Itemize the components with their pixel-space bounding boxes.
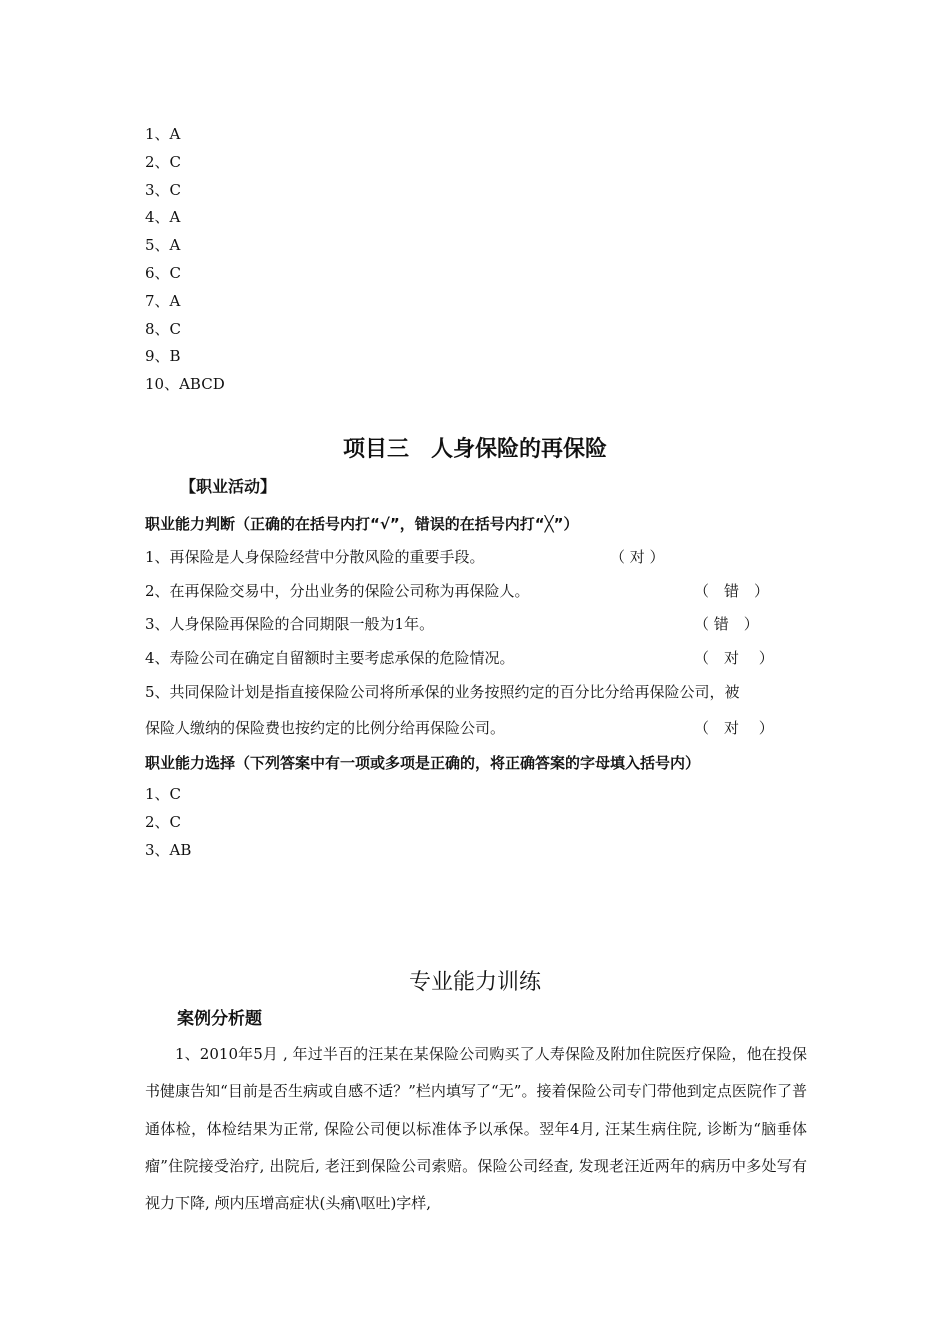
judgment-heading: 职业能力判断（正确的在括号内打“√”，错误的在括号内打“╳”） [145, 515, 579, 533]
prev-answer-4: 4、A [145, 208, 181, 226]
activity-heading: 【职业活动】 [180, 477, 277, 496]
case-heading: 案例分析题 [177, 1009, 262, 1029]
prev-answer-10: 10、ABCD [145, 375, 225, 393]
prev-answer-5: 5、A [145, 236, 181, 254]
prev-answer-9: 9、B [145, 347, 181, 365]
prev-answer-3: 3、C [145, 181, 182, 199]
prev-answer-1: 1、A [145, 125, 181, 143]
judgment-answer-3: （ 错 ） [694, 615, 759, 633]
prev-answer-8: 8、C [145, 320, 182, 338]
judgment-item-1: 1、再保险是人身保险经营中分散风险的重要手段。 [145, 548, 485, 566]
training-title: 专业能力训练 [408, 970, 541, 995]
judgment-item-2: 2、在再保险交易中，分出业务的保险公司称为再保险人。 [145, 582, 530, 600]
judgment-answer-2: （ 错 ） [694, 582, 770, 600]
judgment-answer-4: （ 对 ） [694, 649, 774, 667]
case-paragraph: 1、2010年5月 , 年过半百的汪某在某保险公司购买了人寿保险及附加住院医疗保险，他在投保书健康告知“目前是否生病或自感不适？”栏内填写了“无”。接着保险公司专门带他到定点医院作了普通体检，体检结果为正常, 保险公司便以标准体予以承保。翌年4月, 汪某生病住院, 诊断为“脑垂体瘤”住院接受治疗, 出院后, 老汪到保险公司索赔。保险公司经查, 发现老汪近两年的病历中多处写有视力下降, 颅内压增高症状(头痛\呕吐)字样, [145, 1045, 807, 1213]
prev-answer-2: 2、C [145, 153, 182, 171]
prev-answer-7: 7、A [145, 292, 181, 310]
choice-answer-2: 2、C [145, 813, 182, 831]
judgment-item-4: 4、寿险公司在确定自留额时主要考虑承保的危险情况。 [145, 649, 515, 667]
judgment-answer-5: （ 对 ） [694, 719, 774, 737]
prev-answer-6: 6、C [145, 264, 182, 282]
judgment-answer-1: （ 对 ） [610, 548, 665, 566]
judgment-item-5-cont: 保险人缴纳的保险费也按约定的比例分给再保险公司。 [145, 719, 506, 737]
judgment-item-3: 3、人身保险再保险的合同期限一般为1年。 [145, 615, 435, 633]
choice-answer-3: 3、AB [145, 841, 192, 859]
judgment-item-5: 5、共同保险计划是指直接保险公司将所承保的业务按照约定的百分比分给再保险公司，被 [145, 683, 740, 701]
choice-heading: 职业能力选择（下列答案中有一项或多项是正确的，将正确答案的字母填入括号内） [145, 754, 701, 772]
choice-answer-1: 1、C [145, 785, 182, 803]
project-title: 项目三 人身保险的再保险 [342, 437, 607, 462]
